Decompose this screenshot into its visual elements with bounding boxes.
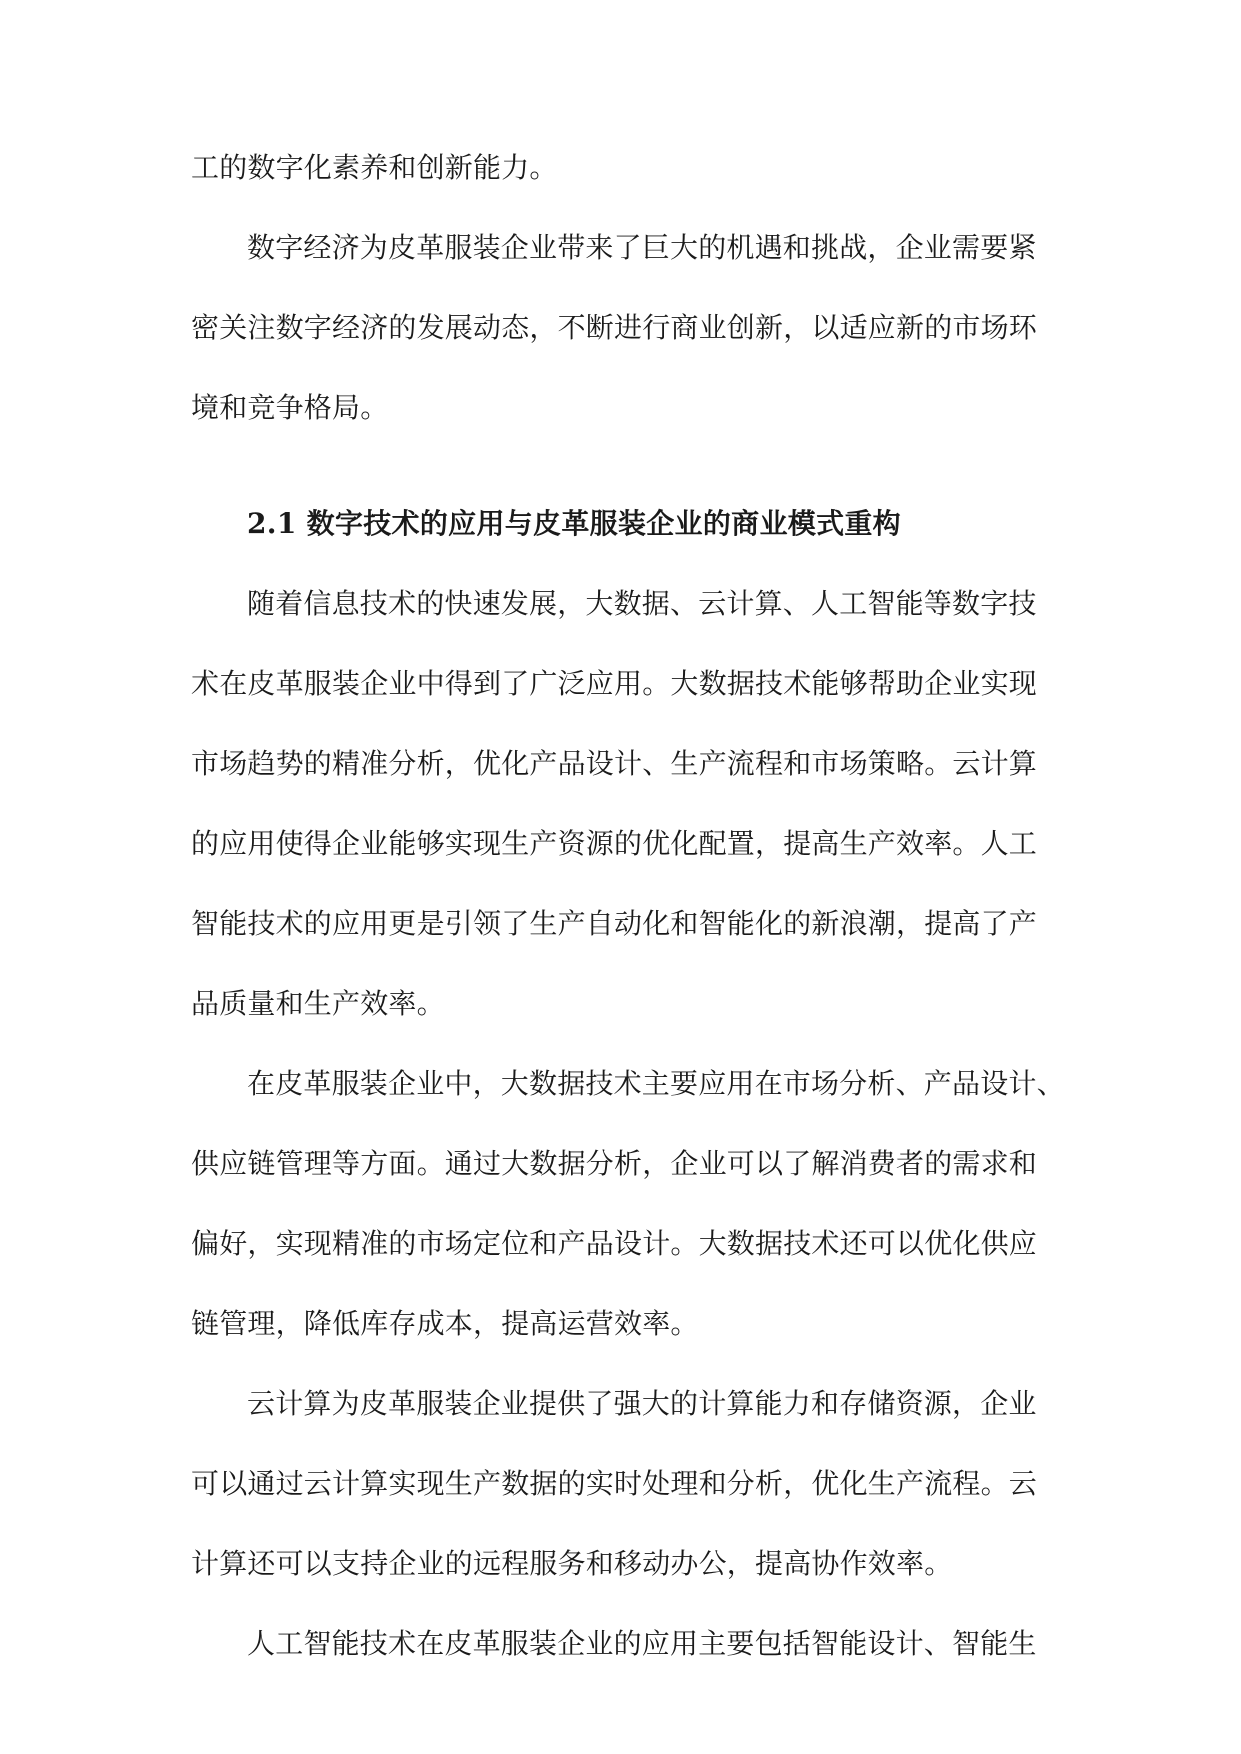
text-line: 品质量和生产效率。 [191, 987, 445, 1020]
paragraph [191, 139, 1049, 197]
text-line: 人工智能技术在皮革服装企业的应用主要包括智能设计、智能生 [247, 1627, 1037, 1660]
text-line: 链管理，降低库存成本，提高运营效率。 [191, 1307, 699, 1340]
text-line: 可以通过云计算实现生产数据的实时处理和分析，优化生产流程。云 [191, 1467, 1038, 1500]
text-line: 在皮革服装企业中，大数据技术主要应用在市场分析、产品设计、 [247, 1067, 1065, 1100]
paragraph [191, 1615, 1049, 1673]
text-line: 密关注数字经济的发展动态，不断进行商业创新，以适应新的市场环 [191, 311, 1038, 344]
text-line: 智能技术的应用更是引领了生产自动化和智能化的新浪潮，提高了产 [191, 907, 1038, 940]
text-line: 云计算为皮革服装企业提供了强大的计算能力和存储资源，企业 [247, 1387, 1037, 1420]
text-line: 数字经济为皮革服装企业带来了巨大的机遇和挑战，企业需要紧 [247, 231, 1037, 264]
paragraph [191, 1375, 1049, 1593]
text-line: 境和竞争格局。 [191, 391, 389, 424]
document-body [191, 139, 1065, 1673]
text-line: 随着信息技术的快速发展，大数据、云计算、人工智能等数字技 [247, 587, 1037, 620]
paragraph [191, 219, 1049, 437]
paragraph [191, 1055, 1065, 1353]
text-line: 偏好，实现精准的市场定位和产品设计。大数据技术还可以优化供应 [191, 1227, 1038, 1260]
text-line: 计算还可以支持企业的远程服务和移动办公，提高协作效率。 [191, 1547, 953, 1580]
text-line: 工的数字化素养和创新能力。 [191, 151, 558, 184]
text-line: 的应用使得企业能够实现生产资源的优化配置，提高生产效率。人工 [191, 827, 1038, 860]
text-line: 市场趋势的精准分析，优化产品设计、生产流程和市场策略。云计算 [191, 747, 1038, 780]
paragraph [191, 575, 1049, 1033]
section-heading: 2.1 数字技术的应用与皮革服装企业的商业模式重构 [247, 507, 901, 540]
text-line: 供应链管理等方面。通过大数据分析，企业可以了解消费者的需求和 [191, 1147, 1038, 1180]
text-line: 术在皮革服装企业中得到了广泛应用。大数据技术能够帮助企业实现 [191, 667, 1038, 700]
